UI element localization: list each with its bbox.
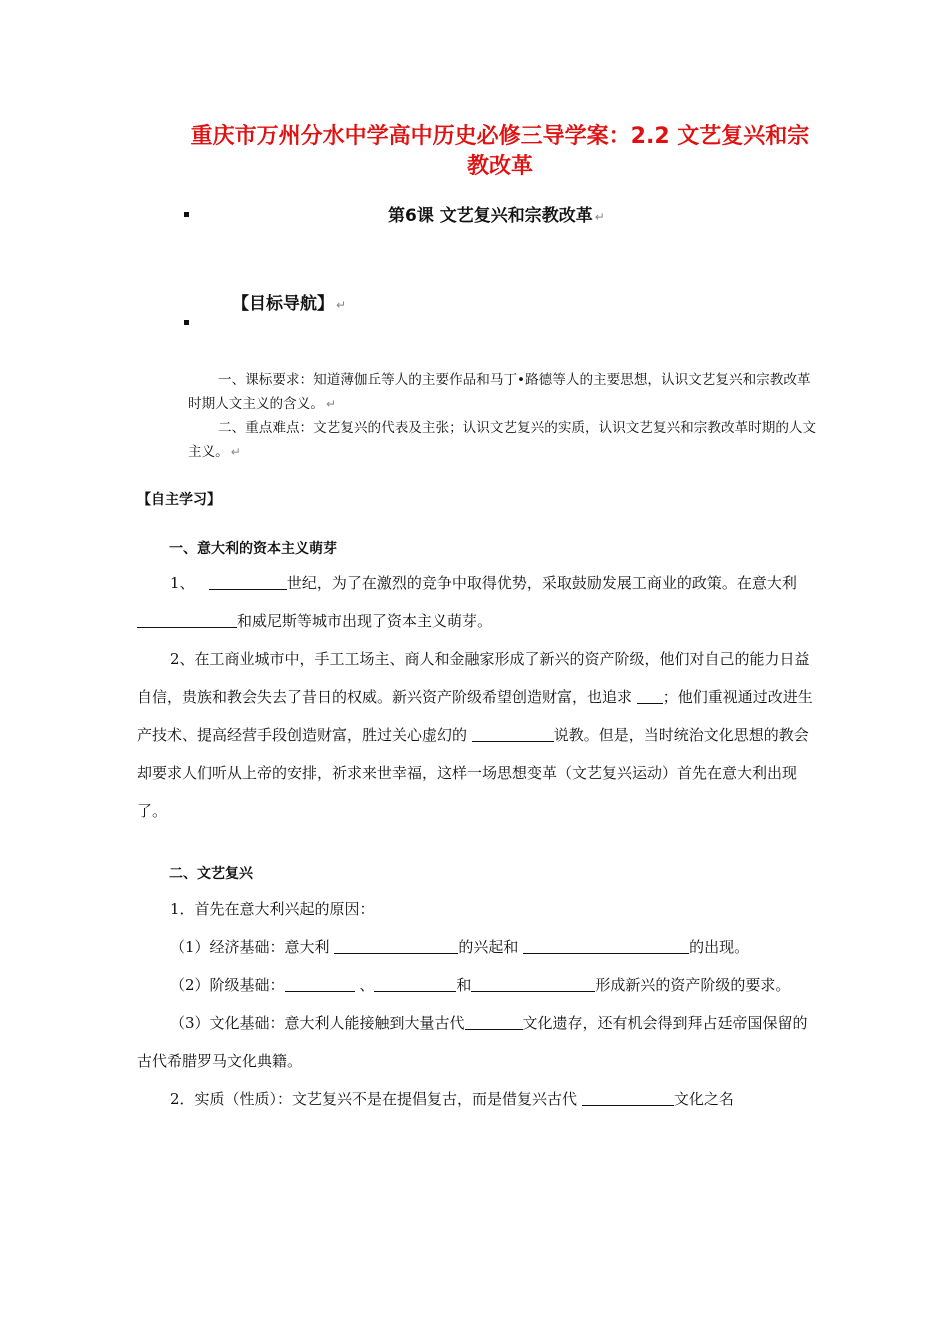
reason-economic: （1）经济基础：意大利 的兴起和 的出现。 bbox=[170, 938, 750, 956]
section-1-body bbox=[137, 564, 813, 830]
reason-class: （2）阶级基础： 、 和 形成新兴的资产阶级的要求。 bbox=[170, 976, 791, 994]
fill-blank[interactable] bbox=[334, 937, 458, 954]
goals-list bbox=[188, 368, 818, 464]
reason-intro: 1．首先在意大利兴起的原因： bbox=[170, 900, 375, 918]
question-2: 2、在工商业城市中，手工工场主、商人和金融家形成了新兴的资产阶级，他们对自己的能力日益自信，贵族和教会失去了昔日的权威。新兴资产阶级希望创造财富，也追求 ；他们重视通过改进生产技术、提高经营手段创造财富，胜过关心虚幻的 说教。但是，当时统治文化思想的教会却要求人们听从上帝的安排，祈求来世幸福，这样一场思想变革（文艺复兴运动）首先在意大利出现了。 bbox=[137, 650, 813, 820]
paragraph-mark-icon: ↵ bbox=[230, 445, 241, 459]
fill-blank[interactable] bbox=[471, 975, 595, 992]
fill-blank[interactable] bbox=[137, 611, 237, 628]
fill-blank[interactable] bbox=[465, 1013, 523, 1030]
fill-blank[interactable] bbox=[374, 975, 456, 992]
fill-blank[interactable] bbox=[523, 937, 689, 954]
paragraph-mark-icon: ↵ bbox=[594, 210, 605, 224]
goal-item: 一、课标要求：知道薄伽丘等人的主要作品和马丁•路德等人的主要思想，认识文艺复兴和宗教改革时期人文主义的含义。 ↵ bbox=[188, 372, 811, 412]
fill-blank[interactable] bbox=[637, 687, 663, 704]
reason-culture: （3）文化基础：意大利人能接触到大量古代 文化遗存，还有机会得到拜占廷帝国保留的古代希腊罗马文化典籍。 bbox=[137, 1014, 808, 1070]
paragraph-mark-icon: ↵ bbox=[325, 397, 336, 411]
section-2-body bbox=[137, 890, 813, 1118]
bullet-marker bbox=[184, 320, 189, 325]
fill-blank[interactable] bbox=[582, 1089, 674, 1106]
section-2-heading: 二、文艺复兴 bbox=[169, 866, 253, 882]
nature: 2．实质（性质）：文艺复兴不是在提倡复古，而是借复兴古代 文化之名 bbox=[170, 1090, 734, 1108]
fill-blank[interactable] bbox=[472, 725, 554, 742]
title-line-1: 重庆市万州分水中学高中历史必修三导学案：2.2 文艺复兴和宗 bbox=[190, 124, 810, 149]
question-1: 1、 世纪，为了在激烈的竞争中取得优势，采取鼓励发展工商业的政策。在意大利 和威尼斯等城市出现了资本主义萌芽。 bbox=[137, 564, 813, 640]
paragraph-mark-icon: ↵ bbox=[336, 298, 347, 312]
section-1-heading: 一、意大利的资本主义萌芽 bbox=[169, 541, 337, 557]
fill-blank[interactable] bbox=[209, 573, 287, 590]
self-study-heading: 【自主学习】 bbox=[137, 492, 221, 508]
fill-blank[interactable] bbox=[285, 975, 355, 992]
document-title bbox=[120, 122, 880, 182]
goal-item: 二、重点难点：文艺复兴的代表及主张；认识文艺复兴的实质，认识文艺复兴和宗教改革时期的人文主义。 ↵ bbox=[188, 420, 817, 460]
lesson-title: 第6课 文艺复兴和宗教改革 ↵ bbox=[388, 206, 605, 226]
title-line-2: 教改革 bbox=[466, 154, 533, 179]
goals-heading: 【目标导航】 ↵ bbox=[232, 294, 347, 314]
bullet-marker bbox=[184, 212, 189, 217]
